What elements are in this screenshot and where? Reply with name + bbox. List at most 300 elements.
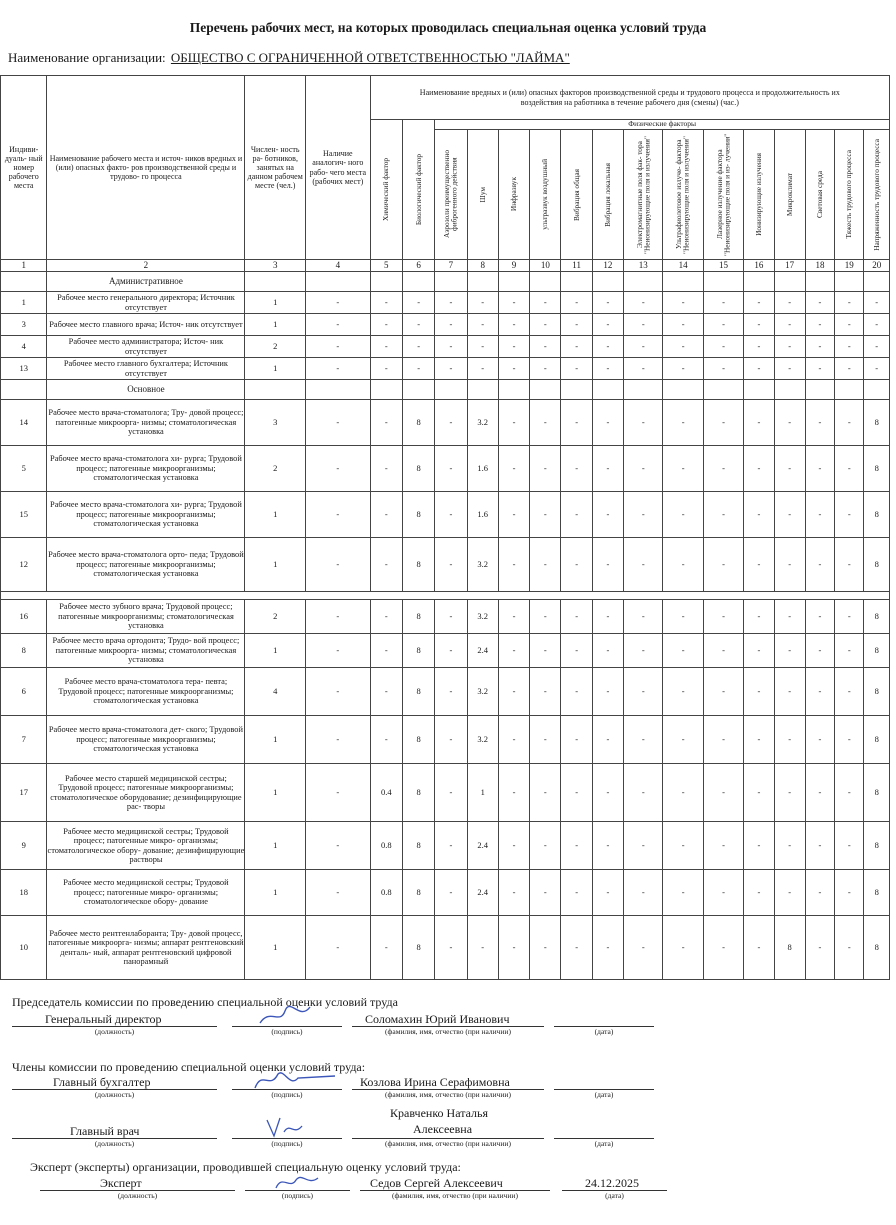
factor-value: 8 [402,822,434,870]
chair-label: Председатель комиссии по проведению специальной оценки условий труда [12,995,398,1009]
analog-value: - [306,358,371,380]
factor-value: - [663,492,703,538]
factor-value: 8 [402,668,434,716]
analog-value: - [306,538,371,592]
factor-value: - [744,400,774,446]
col-header-infra: Инфразвук [498,130,529,260]
factor-value: - [805,600,834,634]
column-number: 10 [530,260,561,272]
table-row [1,764,890,822]
workplace-name: Рабочее место рентгенлаборанта; Тру- довой процесс, патогенные микроорга- низмы; аппарат рентгеновский денталь- ный, аппарат рентгеновский цифровой панорамный [47,916,245,980]
organization-line [8,50,570,66]
column-number: 9 [498,260,529,272]
workers-count: 1 [245,314,306,336]
analog-value: - [306,292,371,314]
factor-value: - [402,292,434,314]
table-row [1,822,890,870]
expert-fio-caption: (фамилия, имя, отчество (при наличии) [392,1191,518,1200]
column-number: 2 [47,260,245,272]
factor-value: - [592,446,623,492]
workplace-id: 16 [1,600,47,634]
factor-value: 8 [402,400,434,446]
factor-value: - [561,600,592,634]
factor-value: - [498,916,529,980]
factor-value: - [561,446,592,492]
analog-value: - [306,716,371,764]
table-row [1,292,890,314]
factor-value: - [663,634,703,668]
factor-value: - [774,634,805,668]
factor-value: - [624,668,663,716]
factor-value: - [530,336,561,358]
factor-value: - [435,400,467,446]
workplace-id: 9 [1,822,47,870]
table-row [1,634,890,668]
workplace-name: Рабочее место врача-стоматолога; Тру- довой процесс; патогенные микроорга- низмы; стоматологическая установка [47,400,245,446]
factor-value: - [703,400,743,446]
analog-value: - [306,870,371,916]
workers-count: 1 [245,492,306,538]
factor-value: - [530,870,561,916]
factor-value: - [774,446,805,492]
factor-value: - [592,870,623,916]
factor-value: 1.6 [467,492,498,538]
factor-value: - [744,292,774,314]
factor-value: - [624,336,663,358]
member2-signature-mark [262,1112,307,1140]
member1-position-caption: (должность) [94,1090,135,1099]
factor-value: - [467,916,498,980]
factor-value: - [370,292,402,314]
workplace-id: 4 [1,336,47,358]
factor-value: - [703,538,743,592]
factor-value: - [435,668,467,716]
factor-value: - [864,292,890,314]
column-number-row [1,260,890,272]
factor-value: - [864,358,890,380]
factor-value: - [530,668,561,716]
workplace-name: Рабочее место врача-стоматолога тера- певта; Трудовой процесс; патогенные микроорганизмы; стоматологическая установка [47,668,245,716]
factor-value: - [864,314,890,336]
factor-value: 1.6 [467,446,498,492]
factor-value: 1 [467,764,498,822]
section-admin-title: Административное [47,272,245,292]
factor-value: - [805,822,834,870]
table-row [1,400,890,446]
chair-position: Генеральный директор [45,1012,162,1026]
factor-value: 8 [402,446,434,492]
table-row [1,716,890,764]
factor-value: - [561,336,592,358]
workplace-id: 3 [1,314,47,336]
factor-value: 2.4 [467,870,498,916]
factor-value: - [835,634,864,668]
column-number: 13 [624,260,663,272]
col-header-light: Световая среда [805,130,834,260]
member1-signature-caption: (подпись) [271,1090,303,1099]
factor-value: - [835,400,864,446]
factor-value: - [744,358,774,380]
factor-value: - [624,492,663,538]
workers-count: 1 [245,764,306,822]
factor-value: - [561,358,592,380]
factor-value: - [435,538,467,592]
factor-value: - [624,400,663,446]
workplace-name: Рабочее место медицинской сестры; Трудовой процесс; патогенные микро- организмы; стоматологическое обору- дование; дезинфицирующие растворы [47,822,245,870]
chair-signature-mark [255,1003,315,1028]
factor-value: - [435,600,467,634]
expert-date-caption: (дата) [605,1191,624,1200]
factor-value: - [370,634,402,668]
member2-name-line1: Кравченко Наталья [390,1106,489,1120]
factor-value: - [774,292,805,314]
factor-value: - [744,538,774,592]
column-number: 1 [1,260,47,272]
section-admin-row [1,272,890,292]
factor-value: - [774,764,805,822]
column-number: 7 [435,260,467,272]
workplace-id: 15 [1,492,47,538]
col-header-ion: Ионизирующие излучения [744,130,774,260]
factor-value: - [835,538,864,592]
factor-value: - [592,492,623,538]
factor-value: - [663,916,703,980]
workplace-id: 17 [1,764,47,822]
table-row [1,314,890,336]
col-header-tension: Напряженность трудового процесса [864,130,890,260]
factor-value: - [498,400,529,446]
col-header-analog: Наличие аналогич- ного рабо- чего места (рабочих мест) [306,76,371,260]
factor-value: - [561,314,592,336]
workplace-id: 6 [1,668,47,716]
factor-value: - [370,916,402,980]
factor-value: - [835,870,864,916]
workplace-id: 10 [1,916,47,980]
factor-value: - [530,400,561,446]
factor-value: - [370,668,402,716]
factor-value: - [663,870,703,916]
factor-value: - [744,916,774,980]
factor-value: - [530,292,561,314]
table-row [1,358,890,380]
workplace-name: Рабочее место генерального директора; Источник отсутствует [47,292,245,314]
factor-value: - [774,400,805,446]
factor-value: - [835,764,864,822]
workplace-id: 12 [1,538,47,592]
member2-date-caption: (дата) [594,1139,614,1148]
col-header-bio: Биологический фактор [402,120,434,260]
factor-value: - [835,492,864,538]
factor-value: - [592,314,623,336]
factor-value: - [663,538,703,592]
column-number: 18 [805,260,834,272]
workers-count: 2 [245,446,306,492]
factor-value: - [561,916,592,980]
factor-value: - [561,400,592,446]
analog-value: - [306,764,371,822]
factor-value: 8 [402,870,434,916]
factor-value: 3.2 [467,668,498,716]
factor-value: 0.8 [370,822,402,870]
factor-value: - [744,716,774,764]
factor-value: 8 [402,600,434,634]
member2-name-line2: Алексеевна [413,1122,473,1136]
factor-value: - [805,446,834,492]
factor-value: - [402,358,434,380]
col-header-ultra: ультразвук воздушный [530,130,561,260]
factor-value: - [624,634,663,668]
chair-date-caption: (дата) [594,1027,614,1036]
factor-value: - [744,668,774,716]
factor-value: - [663,716,703,764]
factor-value: - [624,446,663,492]
factor-value: - [530,538,561,592]
expert-position: Эксперт [100,1176,142,1190]
workers-count: 2 [245,336,306,358]
factor-value: - [703,870,743,916]
member1-date-caption: (дата) [594,1090,614,1099]
analog-value: - [306,822,371,870]
factor-value: - [703,336,743,358]
factor-value: - [703,634,743,668]
factor-value: 8 [402,634,434,668]
factor-value: - [774,492,805,538]
expert-label: Эксперт (эксперты) организации, проводившей специальную оценку условий труда: [30,1160,461,1174]
workplace-name: Рабочее место главного врача; Источ- ник отсутствует [47,314,245,336]
factor-value: - [435,292,467,314]
factor-value: - [530,446,561,492]
factor-value: - [498,314,529,336]
column-number: 12 [592,260,623,272]
factor-value: - [835,600,864,634]
table-header [1,76,890,260]
member1-position: Главный бухгалтер [53,1075,151,1089]
factor-value: - [663,314,703,336]
workers-count: 1 [245,716,306,764]
table-row [1,492,890,538]
workplace-name: Рабочее место медицинской сестры; Трудовой процесс; патогенные микро- организмы; стоматологическое обору- дование [47,870,245,916]
factor-value: 3.2 [467,716,498,764]
workplace-name: Рабочее место администратора; Источ- ник отсутствует [47,336,245,358]
factor-value: - [744,336,774,358]
factor-value: - [703,916,743,980]
factor-value: - [435,870,467,916]
workplace-name: Рабочее место зубного врача; Трудовой процесс; патогенные микроорганизмы; стоматологическая установка [47,600,245,634]
chair-name: Соломахин Юрий Иванович [365,1012,510,1026]
analog-value: - [306,446,371,492]
workers-count: 1 [245,822,306,870]
factor-value: - [744,492,774,538]
col-header-micro: Микроклимат [774,130,805,260]
factor-value: - [530,764,561,822]
analog-value: - [306,314,371,336]
col-header-laser: Лазерное излучение фактора "Неионизирующие поля и из- лучения" [703,130,743,260]
workers-count: 1 [245,870,306,916]
workers-count: 2 [245,600,306,634]
factor-value: - [663,600,703,634]
factor-value: - [498,492,529,538]
factor-value: - [744,600,774,634]
factor-value: - [592,400,623,446]
factor-value: - [835,314,864,336]
factor-value: 8 [864,538,890,592]
member1-fio-caption: (фамилия, имя, отчество (при наличии) [385,1090,511,1099]
factor-value: - [592,292,623,314]
factor-value: - [835,822,864,870]
column-number: 8 [467,260,498,272]
factor-value: - [592,916,623,980]
factor-value: - [370,446,402,492]
factor-value: - [530,716,561,764]
factor-value: - [467,314,498,336]
factor-value: - [561,668,592,716]
factor-value: - [498,822,529,870]
factor-value: - [864,336,890,358]
factor-value: - [663,822,703,870]
factor-value: - [835,668,864,716]
factor-value: 8 [402,716,434,764]
factor-value: - [835,336,864,358]
factor-value: - [561,538,592,592]
page-title: Перечень рабочих мест, на которых проводилась специальная оценка условий труда [189,20,707,35]
factor-value: - [498,716,529,764]
factor-value: - [624,716,663,764]
factor-value: - [703,600,743,634]
factor-value: - [703,358,743,380]
factor-value: - [435,446,467,492]
column-number: 17 [774,260,805,272]
factor-value: - [703,764,743,822]
analog-value: - [306,668,371,716]
factor-value: - [498,870,529,916]
factor-value: - [498,634,529,668]
organization-label: Наименование организации: [8,50,166,65]
workplace-id: 8 [1,634,47,668]
factor-value: - [774,538,805,592]
factor-value: - [624,292,663,314]
factor-value: - [592,358,623,380]
factor-value: 8 [864,716,890,764]
factor-value: - [561,764,592,822]
table-row [1,446,890,492]
factor-value: - [530,600,561,634]
column-number: 3 [245,260,306,272]
factor-value: - [774,822,805,870]
analog-value: - [306,492,371,538]
member2-fio-caption: (фамилия, имя, отчество (при наличии) [385,1139,511,1148]
factor-value: - [744,822,774,870]
col-header-count: Числен- ность ра- ботников, занятых на данном рабочем месте (чел.) [245,76,306,260]
factor-value: - [703,716,743,764]
factor-value: - [561,870,592,916]
col-header-chem: Химический фактор [370,120,402,260]
factor-value: - [592,822,623,870]
factor-value: - [592,716,623,764]
factor-value: - [663,668,703,716]
chair-signature-caption: (подпись) [271,1027,303,1036]
expert-signature-caption: (подпись) [281,1191,314,1200]
col-header-vib-gen: Вибрация общая [561,130,592,260]
factor-value: - [592,600,623,634]
workplaces-table [0,75,890,980]
factor-value: - [435,634,467,668]
workplace-name: Рабочее место главного бухгалтера; Источник отсутствует [47,358,245,380]
analog-value: - [306,634,371,668]
col-header-noise: Шум [467,130,498,260]
column-number: 15 [703,260,743,272]
factor-value: - [774,358,805,380]
factor-value: - [498,446,529,492]
factor-value: - [498,358,529,380]
factor-value: - [370,336,402,358]
col-header-factors-group: Наименование вредных и (или) опасных факторов производственной среды и трудового процесса и продолжительность их воздействия на работника в течение рабочего дня (смены) (час.) [370,76,889,120]
column-number: 11 [561,260,592,272]
col-header-aero: Аэрозоли преимущественно фиброгенного действия [435,130,467,260]
factor-value: - [805,870,834,916]
col-header-uv: Ультрафиолетовое излуче- фактора "Неионизирующие поля и излучения" [663,130,703,260]
workplace-name: Рабочее место врача-стоматолога орто- педа; Трудовой процесс; патогенные микроорганизмы; стоматологическая установка [47,538,245,592]
workplace-id: 1 [1,292,47,314]
factor-value: - [592,538,623,592]
factor-value: - [624,538,663,592]
table-body [1,260,890,980]
factor-value: - [370,400,402,446]
factor-value: 8 [864,600,890,634]
factor-value: - [805,314,834,336]
col-header-physical-group: Физические факторы [435,120,890,130]
factor-value: 8 [402,492,434,538]
member2-position: Главный врач [70,1124,140,1138]
factor-value: - [774,336,805,358]
factor-value: - [498,668,529,716]
factor-value: 8 [864,634,890,668]
factor-value: - [498,600,529,634]
factor-value: - [835,358,864,380]
factor-value: - [370,492,402,538]
factor-value: - [624,358,663,380]
analog-value: - [306,916,371,980]
factor-value: - [663,336,703,358]
factor-value: - [744,764,774,822]
factor-value: - [467,358,498,380]
factor-value: - [498,292,529,314]
factor-value: - [835,446,864,492]
factor-value: - [703,492,743,538]
col-header-heavy: Тяжесть трудового процесса [835,130,864,260]
factor-value: 0.4 [370,764,402,822]
factor-value: - [530,634,561,668]
factor-value: 3.2 [467,400,498,446]
workers-count: 1 [245,538,306,592]
col-header-vib-loc: Вибрация локальная [592,130,623,260]
column-number: 20 [864,260,890,272]
factor-value: - [370,538,402,592]
factor-value: - [663,358,703,380]
factor-value: - [498,336,529,358]
factor-value: - [703,822,743,870]
factor-value: 8 [864,822,890,870]
factor-value: 8 [402,538,434,592]
factor-value: - [774,716,805,764]
factor-value: - [774,668,805,716]
table-row [1,336,890,358]
factor-value: - [592,336,623,358]
factor-value: - [703,292,743,314]
factor-value: - [663,446,703,492]
factor-value: - [805,764,834,822]
factor-value: 3.2 [467,600,498,634]
factor-value: - [370,358,402,380]
